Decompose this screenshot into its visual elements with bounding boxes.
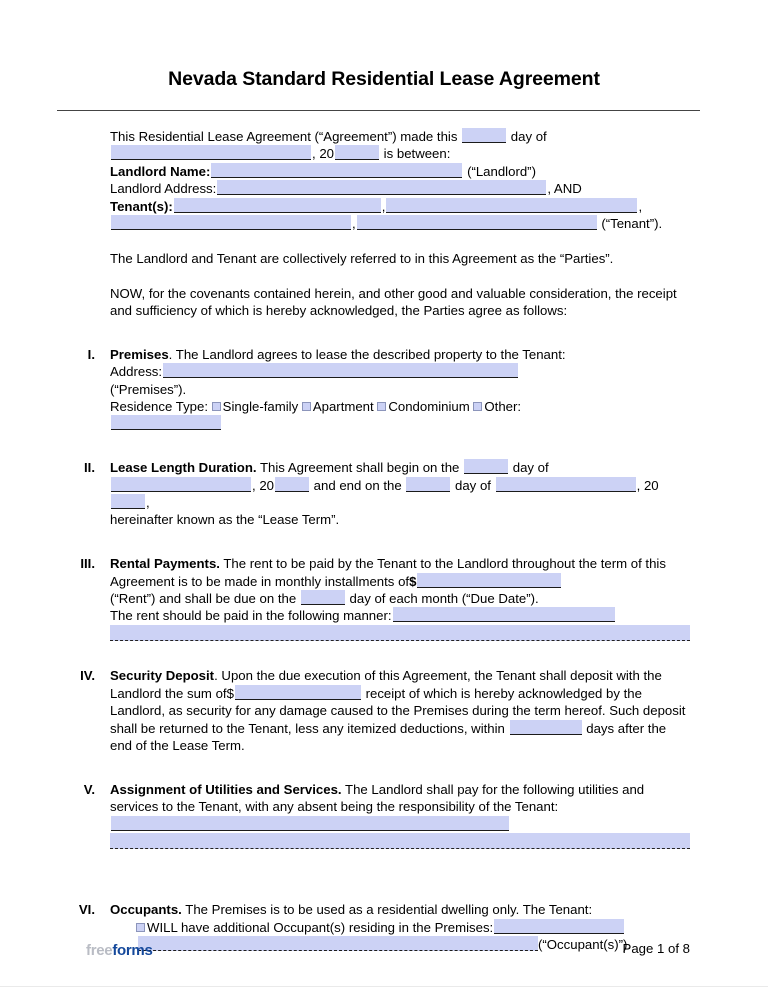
occupants-field-1[interactable] bbox=[494, 919, 624, 934]
lease-t7: , bbox=[146, 495, 150, 511]
option-apartment: Apartment bbox=[312, 399, 374, 415]
lease-t4: and end on the bbox=[313, 477, 402, 493]
parties-paragraph: The Landlord and Tenant are collectively referred to in this Agreement as the “Parties”. bbox=[110, 250, 614, 266]
logo-free-text: free bbox=[86, 942, 113, 959]
security-title-sep: . bbox=[214, 668, 218, 684]
section-premises bbox=[0, 346, 768, 433]
tenants-row-1 bbox=[0, 198, 768, 215]
deposit-dollar-sign: $ bbox=[226, 685, 234, 701]
title-divider bbox=[57, 110, 700, 111]
residence-type-label: Residence Type: bbox=[110, 399, 208, 415]
option-condominium: Condominium bbox=[388, 399, 470, 415]
premises-address-field[interactable] bbox=[163, 363, 518, 378]
intro-line2-a: , 20 bbox=[312, 146, 334, 162]
section-numeral-iii: III. bbox=[80, 556, 95, 572]
tenant-field-4[interactable] bbox=[357, 215, 597, 230]
occupants-field-2[interactable] bbox=[138, 936, 538, 951]
tenant-field-1[interactable] bbox=[174, 198, 381, 213]
utilities-field-1[interactable] bbox=[111, 816, 509, 831]
checkbox-other[interactable] bbox=[473, 402, 482, 411]
rent-t3: day of each month (“Due Date”). bbox=[349, 591, 539, 607]
lease-t8: hereinafter known as the “Lease Term”. bbox=[110, 512, 340, 528]
rent-manner-field-1[interactable] bbox=[393, 607, 615, 622]
section-title-security-deposit: Security Deposit bbox=[110, 668, 215, 684]
freeforms-logo[interactable] bbox=[86, 942, 153, 959]
tenants-label: Tenant(s): bbox=[110, 198, 173, 214]
section-title-lease-length: Lease Length Duration. bbox=[110, 460, 257, 476]
start-year-field[interactable] bbox=[275, 477, 309, 492]
residence-other-field[interactable] bbox=[111, 415, 221, 430]
section-title-premises: Premises bbox=[110, 346, 169, 362]
due-date-field[interactable] bbox=[301, 590, 345, 605]
day-field[interactable] bbox=[462, 128, 506, 143]
option-other: Other: bbox=[484, 399, 522, 415]
deposit-t1: Upon the due execution of this Agreement, the Tenant shall deposit with the Landlord the sum of bbox=[110, 668, 662, 701]
document-content bbox=[0, 128, 768, 953]
tenants-row-2 bbox=[0, 215, 768, 232]
rent-t4: The rent should be paid in the following manner: bbox=[110, 608, 392, 624]
occupants-t3: (“Occupant(s)”). bbox=[538, 936, 632, 952]
lease-t6: , 20 bbox=[636, 477, 659, 493]
landlord-address-label: Landlord Address: bbox=[110, 181, 217, 197]
tenants-suffix: (“Tenant”). bbox=[601, 216, 663, 232]
checkbox-apartment[interactable] bbox=[302, 402, 311, 411]
tenant-field-2[interactable] bbox=[386, 198, 637, 213]
section-numeral-vi: VI. bbox=[78, 902, 95, 918]
occupants-t2: WILL have additional Occupant(s) residing in the Premises: bbox=[147, 919, 494, 935]
month-field[interactable] bbox=[111, 145, 311, 160]
section-numeral-iv: IV. bbox=[80, 668, 95, 684]
rent-t1: The rent to be paid by the Tenant to the Landlord throughout the term of this Agreement is to be made in monthly installments of bbox=[110, 556, 666, 589]
section-security-deposit bbox=[0, 667, 768, 754]
rent-amount-field[interactable] bbox=[417, 573, 561, 588]
deposit-t3: days after the end of the Lease Term. bbox=[110, 720, 667, 753]
start-day-field[interactable] bbox=[464, 459, 508, 474]
end-day-field[interactable] bbox=[406, 477, 450, 492]
end-month-field[interactable] bbox=[496, 477, 636, 492]
occupants-t1: The Premises is to be used as a residential dwelling only. The Tenant: bbox=[185, 902, 593, 918]
deposit-amount-field[interactable] bbox=[235, 685, 361, 700]
logo-forms-text: forms bbox=[112, 942, 153, 959]
tenants-comma-3: , bbox=[352, 216, 356, 232]
option-single-family: Single-family bbox=[222, 399, 299, 415]
tenants-comma-2: , bbox=[638, 198, 643, 214]
lease-t5: day of bbox=[455, 477, 491, 493]
intro-block bbox=[0, 128, 768, 163]
utilities-t1: The Landlord shall pay for the following utilities and services to the Tenant, with any absent being the responsibility of the Tenant: bbox=[110, 781, 645, 815]
section-title-rental-payments: Rental Payments. bbox=[110, 556, 220, 572]
section-title-utilities: Assignment of Utilities and Services. bbox=[110, 781, 342, 797]
lease-t1: This Agreement shall begin on the bbox=[259, 460, 460, 476]
landlord-name-row bbox=[0, 163, 768, 180]
section-lease-length bbox=[0, 459, 768, 529]
section-utilities bbox=[0, 781, 768, 849]
section-numeral-i: I. bbox=[87, 346, 95, 362]
intro-line1-a: This Residential Lease Agreement (“Agreement”) made this bbox=[110, 129, 458, 144]
rent-t2: (“Rent”) and shall be due on the bbox=[110, 591, 297, 607]
now-paragraph: NOW, for the covenants contained herein, and other good and valuable consideration, the receipt and sufficiency of which is hereby acknowledged, the Parties agree as follows: bbox=[110, 285, 677, 319]
lease-t2: day of bbox=[512, 460, 549, 476]
utilities-field-2[interactable] bbox=[110, 833, 690, 849]
page-number: Page 1 of 8 bbox=[622, 941, 690, 956]
intro-line1-b: day of bbox=[510, 129, 547, 144]
premises-intro: The Landlord agrees to lease the described property to the Tenant: bbox=[175, 346, 566, 362]
section-rental-payments bbox=[0, 555, 768, 641]
year-field[interactable] bbox=[335, 145, 379, 160]
lease-t3: , 20 bbox=[252, 477, 274, 493]
deposit-return-days-field[interactable] bbox=[510, 720, 582, 735]
page-title: Nevada Standard Residential Lease Agreement bbox=[168, 68, 600, 90]
section-title-sep: . bbox=[168, 346, 173, 362]
premises-address-label: Address: bbox=[110, 364, 163, 380]
checkbox-single-family[interactable] bbox=[212, 402, 221, 411]
landlord-address-row bbox=[0, 180, 768, 197]
deposit-t2: receipt of which is hereby acknowledged by the Landlord, as security for any damage caused to the Premises during the term hereof. Such deposit shall be returned to the Tenant, less any itemized deductions, within bbox=[110, 685, 686, 736]
intro-line2-b: is between: bbox=[383, 146, 451, 162]
checkbox-will-have-occupants[interactable] bbox=[136, 923, 145, 932]
tenants-comma-1: , bbox=[381, 198, 386, 214]
landlord-name-suffix: (“Landlord”) bbox=[467, 163, 536, 179]
section-numeral-v: V. bbox=[83, 781, 95, 797]
tenant-field-3[interactable] bbox=[111, 215, 351, 230]
section-numeral-ii: II. bbox=[84, 460, 95, 476]
landlord-name-field[interactable] bbox=[211, 163, 462, 178]
rent-manner-field-2[interactable] bbox=[110, 625, 690, 641]
end-year-field[interactable] bbox=[111, 494, 145, 509]
premises-suffix: (“Premises”). bbox=[110, 381, 187, 397]
landlord-address-field[interactable] bbox=[217, 180, 546, 195]
rent-dollar-sign: $ bbox=[409, 573, 417, 589]
section-title-occupants: Occupants. bbox=[110, 902, 182, 918]
landlord-name-label: Landlord Name: bbox=[110, 163, 211, 179]
checkbox-condominium[interactable] bbox=[377, 402, 386, 411]
landlord-address-suffix: , AND bbox=[547, 181, 582, 197]
start-month-field[interactable] bbox=[111, 477, 251, 492]
